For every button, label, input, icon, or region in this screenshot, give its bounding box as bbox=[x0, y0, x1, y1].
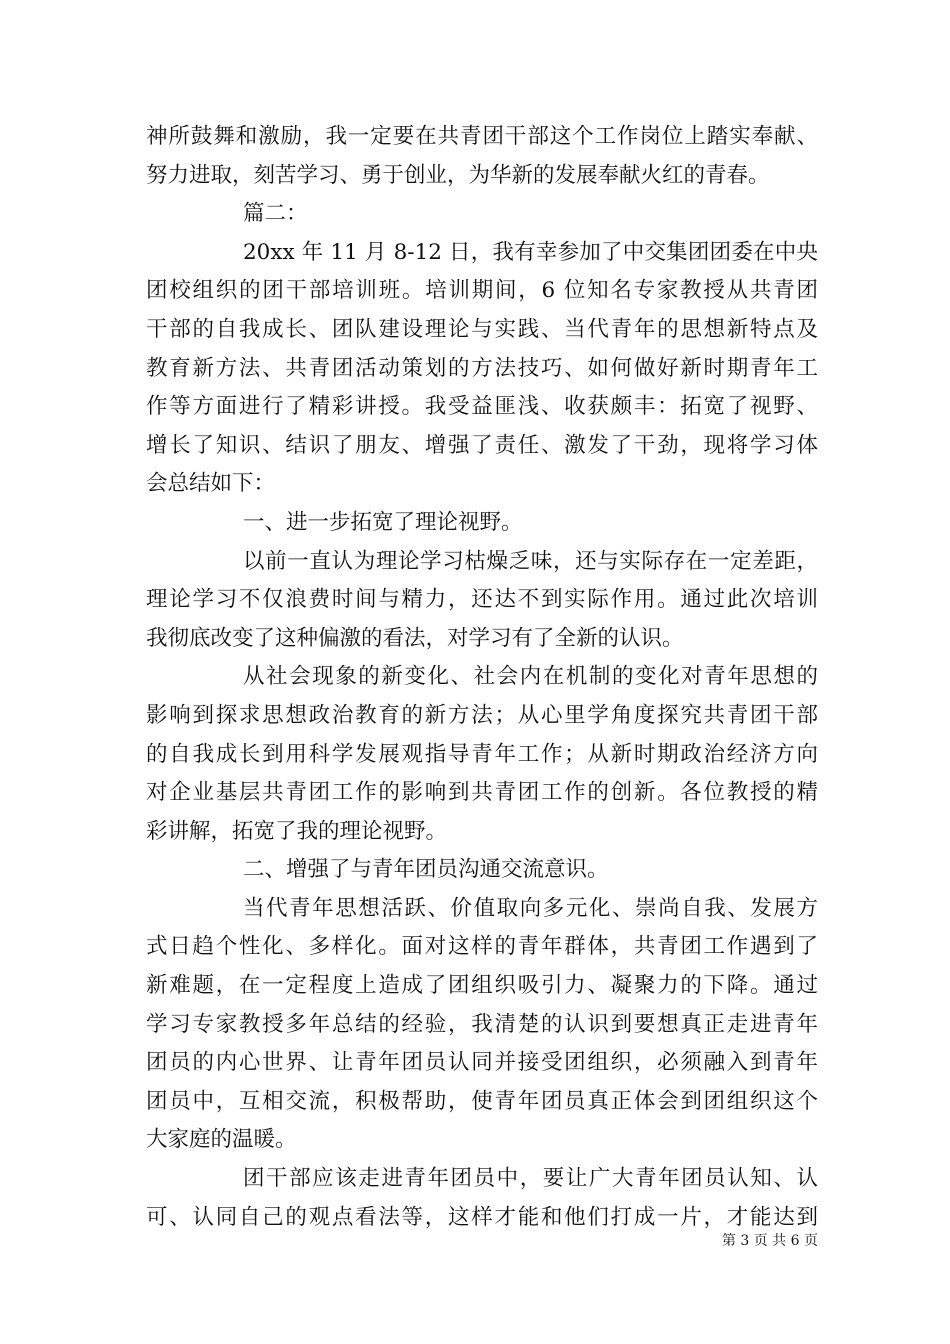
body-text-line: 干部的自我成长、团队建设理论与实践、当代青年的思想新特点及 bbox=[146, 316, 818, 342]
page-number-footer: 第 3 页 共 6 页 bbox=[721, 1233, 818, 1249]
body-text-line: 团干部应该走进青年团员中，要让广大青年团员认知、认 bbox=[243, 1166, 818, 1192]
body-text-line: 理论学习不仅浪费时间与精力，还达不到实际作用。通过此次培训 bbox=[146, 587, 818, 613]
body-text-line: 团校组织的团干部培训班。培训期间，6 位知名专家教授从共青团 bbox=[146, 278, 818, 304]
body-text-line: 我彻底改变了这种偏激的看法，对学习有了全新的认识。 bbox=[146, 625, 684, 651]
body-text-line: 神所鼓舞和激励，我一定要在共青团干部这个工作岗位上踏实奉献、 bbox=[146, 124, 818, 149]
body-text-line: 可、认同自己的观点看法等，这样才能和他们打成一片，才能达到 bbox=[146, 1204, 818, 1230]
body-text-line: 教育新方法、共青团活动策划的方法技巧、如何做好新时期青年工 bbox=[146, 355, 818, 381]
body-text-line: 大家庭的温暖。 bbox=[146, 1127, 297, 1153]
body-text-line: 篇二： bbox=[243, 201, 308, 227]
body-text-line: 作等方面进行了精彩讲授。我受益匪浅、收获颇丰：拓宽了视野、 bbox=[146, 394, 818, 420]
body-text-line: 努力进取，刻苦学习、勇于创业，为华新的发展奉献火红的青春。 bbox=[146, 162, 770, 188]
body-text-line: 从社会现象的新变化、社会内在机制的变化对青年思想的 bbox=[243, 664, 818, 690]
body-text-line: 团员的内心世界、让青年团员认同并接受团组织，必须融入到青年 bbox=[146, 1050, 818, 1076]
body-text-line: 新难题，在一定程度上造成了团组织吸引力、凝聚力的下降。通过 bbox=[146, 973, 818, 999]
document-body bbox=[146, 118, 818, 1237]
body-text-line: 团员中，互相交流，积极帮助，使青年团员真正体会到团组织这个 bbox=[146, 1088, 818, 1114]
body-text-line: 彩讲解，拓宽了我的理论视野。 bbox=[146, 818, 448, 844]
body-text-line: 当代青年思想活跃、价值取向多元化、崇尚自我、发展方 bbox=[243, 895, 818, 921]
body-text-line: 以前一直认为理论学习枯燥乏味，还与实际存在一定差距， bbox=[243, 548, 818, 574]
body-text-line: 对企业基层共青团工作的影响到共青团工作的创新。各位教授的精 bbox=[146, 780, 818, 806]
body-text-line: 式日趋个性化、多样化。面对这样的青年群体，共青团工作遇到了 bbox=[146, 934, 818, 960]
body-text-line: 会总结如下： bbox=[146, 471, 276, 497]
body-text-line: 20xx 年 11 月 8-12 日，我有幸参加了中交集团团委在中央 bbox=[243, 239, 818, 265]
body-text-line: 学习专家教授多年总结的经验，我清楚的认识到要想真正走进青年 bbox=[146, 1011, 818, 1037]
body-text-line: 二、增强了与青年团员沟通交流意识。 bbox=[243, 857, 609, 883]
body-text-line: 一、进一步拓宽了理论视野。 bbox=[243, 509, 523, 535]
body-text-line: 的自我成长到用科学发展观指导青年工作；从新时期政治经济方向 bbox=[146, 741, 818, 767]
body-text-line: 增长了知识、结识了朋友、增强了责任、激发了干劲，现将学习体 bbox=[146, 432, 818, 458]
body-text-line: 影响到探求思想政治教育的新方法；从心里学角度探究共青团干部 bbox=[146, 702, 818, 728]
